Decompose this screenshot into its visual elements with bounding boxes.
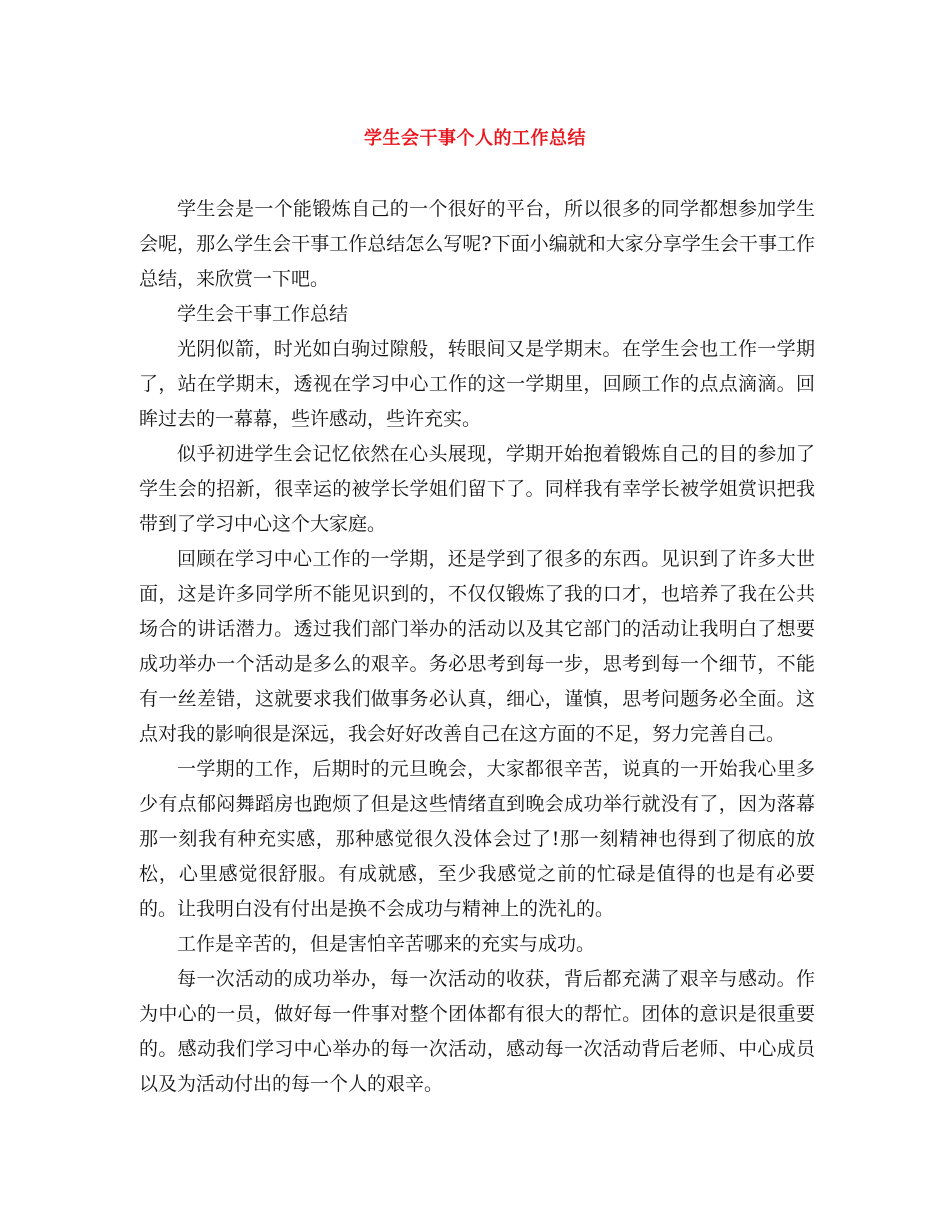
paragraph: 光阴似箭，时光如白驹过隙般，转眼间又是学期末。在学生会也工作一学期了，站在学期末，透视在学习中心工作的这一学期里，回顾工作的点点滴滴。回眸过去的一幕幕，些许感动，些许充实。 [139, 338, 815, 430]
paragraph-subheading: 学生会干事工作总结 [177, 303, 349, 325]
document-title: 学生会干事个人的工作总结 [364, 128, 586, 149]
paragraph: 工作是辛苦的，但是害怕辛苦哪来的充实与成功。 [177, 933, 596, 955]
paragraph-intro: 学生会是一个能锻炼自己的一个很好的平台，所以很多的同学都想参加学生会呢，那么学生会干事工作总结怎么写呢?下面小编就和大家分享学生会干事工作总结，来欣赏一下吧。 [139, 198, 815, 290]
document-body [139, 192, 815, 1102]
paragraph: 似乎初进学生会记忆依然在心头展现，学期开始抱着锻炼自己的目的参加了学生会的招新，很幸运的被学长学姐们留下了。同样我有幸学长被学姐赏识把我带到了学习中心这个大家庭。 [139, 443, 815, 535]
paragraph: 一学期的工作，后期时的元旦晚会，大家都很辛苦，说真的一开始我心里多少有点郁闷舞蹈房也跑烦了但是这些情绪直到晚会成功举行就没有了，因为落幕那一刻我有种充实感，那种感觉很久没体会过了!那一刻精神也得到了彻底的放松，心里感觉很舒服。有成就感，至少我感觉之前的忙碌是值得的也是有必要的。让我明白没有付出是换不会成功与精神上的洗礼的。 [139, 758, 815, 920]
paragraph: 回顾在学习中心工作的一学期，还是学到了很多的东西。见识到了许多大世面，这是许多同学所不能见识到的，不仅仅锻炼了我的口才，也培养了我在公共场合的讲话潜力。透过我们部门举办的活动以及其它部门的活动让我明白了想要成功举办一个活动是多么的艰辛。务必思考到每一步，思考到每一个细节，不能有一丝差错，这就要求我们做事务必认真，细心，谨慎，思考问题务必全面。这点对我的影响很是深远，我会好好改善自己在这方面的不足，努力完善自己。 [139, 548, 815, 745]
paragraph: 每一次活动的成功举办，每一次活动的收获，背后都充满了艰辛与感动。作为中心的一员，做好每一件事对整个团体都有很大的帮忙。团体的意识是很重要的。感动我们学习中心举办的每一次活动，感动每一次活动背后老师、中心成员以及为活动付出的每一个人的艰辛。 [139, 968, 815, 1095]
